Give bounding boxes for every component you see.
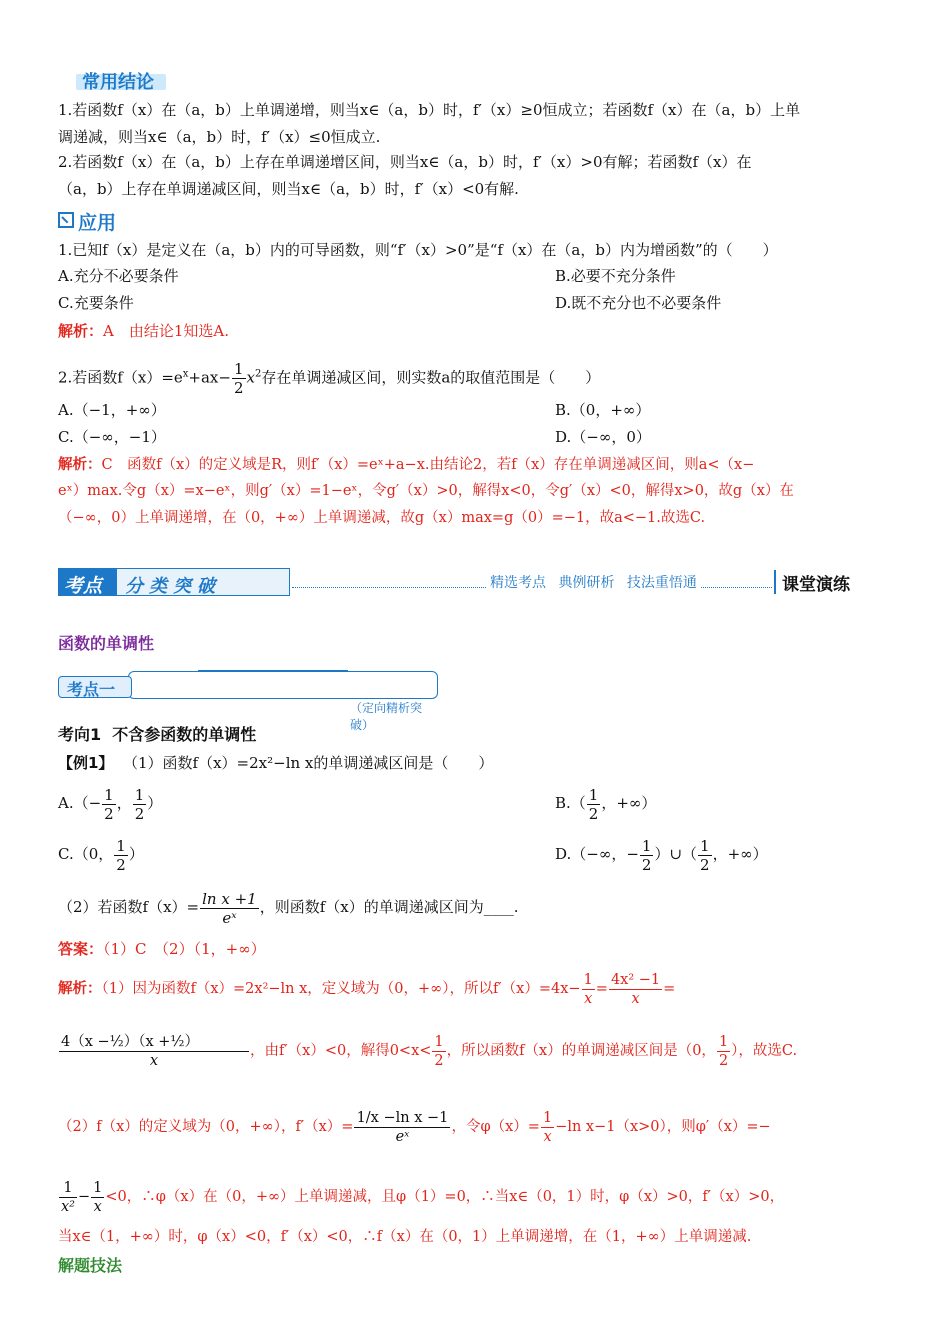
q1-option-a: A.充分不必要条件 [58,267,179,285]
q1-solution [58,321,229,341]
ex1-s2-frac-half-2 [717,1033,730,1070]
frac-d: 2 [104,804,114,823]
frac-d: 2 [588,804,599,823]
technique-title: 解题技法 [58,1256,123,1275]
q2-option-a: A.（−1，+∞） [58,401,166,419]
frac-d: 2 [116,855,126,874]
kaoxiang-heading [58,725,256,745]
frac-d: x [631,990,640,1007]
q2-solution-1 [58,455,754,475]
frac-n: 1 [134,785,145,804]
ex1-label: 【例1】 [58,754,114,772]
ex1-answer-label: 答案： [58,940,104,958]
frac-d: 2 [134,804,145,823]
ex1-solution-2 [58,1028,797,1074]
frac-n: 1 [583,971,593,988]
ex1-solution-3 [58,1104,771,1150]
frac-d: 2 [434,1052,444,1069]
frac-n: 1 [104,785,114,804]
q2-stem-c: +ax− [188,368,231,387]
banner-box-a [58,568,116,596]
ex1-d-mid: ）∪（ [654,845,698,863]
frac-n: 1 [718,1033,729,1050]
frac-n: ln x +1 [202,889,257,908]
kaoxiang-title: 不含参函数的单调性 [112,725,257,744]
q2-half-n: 1 [233,360,244,378]
ex1-s1-frac-2 [609,971,662,1008]
ex1-s2-mid: ，由f′（x）<0，解得0<x< [250,1043,432,1059]
ex1-s4-minus: − [78,1189,91,1205]
ex1-s3-pre: （2）f（x）的定义域为（0，+∞），f′（x）= [58,1119,354,1135]
frac-d: eˣ [222,908,237,927]
ex1-s3-post: −ln x−1（x>0），则φ′（x）=− [555,1119,771,1135]
ex1-s4-post: <0，∴φ（x）在（0，+∞）上单调递减，且φ（1）=0，∴当x∈（0，1）时，φ（x）>0，f′（x）>0， [105,1189,785,1205]
ex1-a-mid: ， [116,794,132,812]
frac-n: 1 [93,1179,103,1196]
ex1-d-end: ，+∞） [712,845,768,863]
q2-solution-text-1: C 函数f（x）的定义域是R，则f′（x）=eˣ+a−x.由结论2，若f（x）存在单调递减区间，则a<（x− [101,457,755,473]
ex1-d-frac-2 [698,837,712,874]
q2-half-d: 2 [233,379,244,397]
ex1-solution-1 [58,970,675,1008]
q1-solution-label: 解析： [58,322,104,340]
q2-solution-3: （−∞，0）上单调递增，在（0，+∞）上单调递减，故g（x）max=g（0）=−1，故a<−1.故选C. [58,510,706,526]
q2-stem [58,360,600,397]
q1-option-d: D.既不充分也不必要条件 [555,294,722,312]
q1-option-c: C.充要条件 [58,294,134,312]
ex1-d-pre: D.（−∞，− [555,845,639,863]
q2-stem-f: 存在单调递减区间，则实数a的取值范围是（ ） [261,368,601,387]
ex1-s4-frac-2 [91,1179,104,1216]
kaodian-header [58,671,440,732]
banner-vbar [774,570,776,594]
section-title: 常用结论 [82,72,154,93]
ex1-solution-4 [58,1178,784,1216]
kaoxiang-label: 考向1 [58,725,102,744]
kaodian-tag [58,676,132,698]
q2-solution-label: 解析： [58,457,102,473]
banner-end: 课堂演练 [782,575,850,595]
ex1-solution-5: 当x∈（1，+∞）时，φ（x）<0，f′（x）<0，∴f（x）在（0，1）上单调递增，在（1，+∞）上单调递减. [58,1229,752,1245]
section-banner [58,568,858,598]
ex1-q2-pre: （2）若函数f（x）= [58,898,200,916]
ex1-s2-frac [59,1033,249,1070]
q1-stem: 1.已知f（x）是定义在（a，b）内的可导函数，则“f′（x）>0”是“f（x）在（a，b）内为增函数”的（ ） [58,241,778,259]
ex1-b-pre: B.（ [555,794,586,812]
kaodian-frame [128,671,438,699]
ex1-option-a [58,784,162,823]
conclusion-line-4: （a，b）上存在单调递减区间，则当x∈（a，b）时，f′（x）<0有解. [58,180,519,198]
frac-d: x [149,1052,159,1069]
ex1-s2-post: ，所以函数f（x）的单调递减区间是（0， [446,1043,716,1059]
ex1-s1-frac-1 [582,971,595,1008]
ex1-a-frac-1 [102,786,116,823]
ex1-q2 [58,888,518,927]
ex1-a-frac-2 [133,786,147,823]
ex1-s3-mid: ，令φ（x）= [451,1119,540,1135]
q2-stem-d: x [246,368,255,387]
banner-box-b [116,568,290,596]
frac-n: 1 [641,836,652,855]
ex1-option-c [58,835,144,874]
frac-n: 1 [116,836,126,855]
ex1-stem [58,753,493,773]
apply-title: 应用 [78,212,117,234]
frac-d: x [584,990,593,1007]
ex1-d-frac-1 [640,837,654,874]
conclusion-line-1: 1.若函数f（x）在（a，b）上单调递增，则当x∈（a，b）时，f′（x）≥0恒成立；若函数f（x）在（a，b）上单 [58,101,801,119]
apply-icon [58,212,74,228]
ex1-solution-label: 解析： [58,981,102,997]
frac-d: x [93,1198,102,1215]
ex1-answer [58,939,266,959]
frac-n: 1 [434,1033,444,1050]
ex1-s1-pre: （1）因为函数f（x）=2x²−ln x，定义域为（0，+∞），所以f′（x）=4x− [101,981,581,997]
banner-b: 分类突破 [125,576,221,597]
kaodian-arrow [198,670,348,671]
ex1-s2-end: ），故选C. [731,1043,798,1059]
frac-n: 1 [588,785,599,804]
banner-a: 考点 [64,575,103,597]
topic-title: 函数的单调性 [58,634,155,653]
ex1-b-frac [587,786,601,823]
frac-d: 2 [641,855,652,874]
ex1-s1-end: = [663,981,676,997]
ex1-option-b [555,784,656,823]
ex1-a-end: ） [147,794,163,812]
kaodian-sub: （定向精析突破） [350,701,423,732]
ex1-s2-frac-half-1 [432,1033,445,1070]
q2-stem-b: x [182,368,189,380]
ex1-option-d [555,835,768,874]
frac-n: 1 [542,1109,553,1126]
ex1-c-pre: C.（0， [58,845,114,863]
q1-option-b: B.必要不充分条件 [555,267,676,285]
ex1-s4-frac-1 [59,1179,77,1216]
frac-d: x² [61,1198,75,1215]
frac-n: 4x² −1 [610,971,661,988]
frac-d: x [543,1128,552,1145]
q2-option-d: D.（−∞，0） [555,428,651,446]
ex1-stem-text: （1）函数f（x）=2x²−ln x的单调递减区间是（ ） [122,754,494,772]
frac-d: 2 [700,855,710,874]
conclusion-line-2: 调递减，则当x∈（a，b）时，f′（x）≤0恒成立. [58,128,381,146]
banner-tags: 精选考点 典例研析 技法重悟通 [486,572,701,592]
ex1-c-frac [114,837,128,874]
frac-d: 2 [718,1052,729,1069]
ex1-answer-text: （1）C （2）（1，+∞） [103,940,266,958]
ex1-s3-frac [354,1109,450,1146]
q2-stem-e: 2 [254,368,262,380]
ex1-s3-frac-2 [541,1109,554,1146]
q2-half-fraction [232,360,246,397]
frac-n: 1 [59,1179,77,1198]
q2-option-b: B.（0，+∞） [555,401,651,419]
section-badge [62,68,162,92]
conclusion-line-3: 2.若函数f（x）在（a，b）上存在单调递增区间，则当x∈（a，b）时，f′（x）>0有解；若函数f（x）在 [58,153,752,171]
frac-n: 1/x −ln x −1 [354,1109,450,1128]
ex1-q2-post: ，则函数f（x）的单调递减区间为____. [259,898,519,916]
q2-option-c: C.（−∞，−1） [58,428,166,446]
ex1-q2-frac [200,890,259,927]
ex1-b-end: ，+∞） [601,794,657,812]
frac-n: 1 [700,836,710,855]
kaodian-tag-text: 考点一 [67,680,116,699]
frac-d: eˣ [395,1128,410,1145]
ex1-s1-eq: = [595,981,608,997]
ex1-a-pre: A.（− [58,794,102,812]
q1-solution-text: A 由结论1知选A. [103,322,229,340]
frac-n: 4（x −½）（x +½） [59,1033,249,1052]
q2-solution-2: eˣ）max.令g（x）=x−eˣ，则g′（x）=1−eˣ，令g′（x）>0，解得x<0，令g′（x）<0，解得x>0，故g（x）在 [58,483,794,499]
ex1-c-end: ） [128,845,144,863]
q2-stem-a: 2.若函数f（x）=e [58,368,183,387]
